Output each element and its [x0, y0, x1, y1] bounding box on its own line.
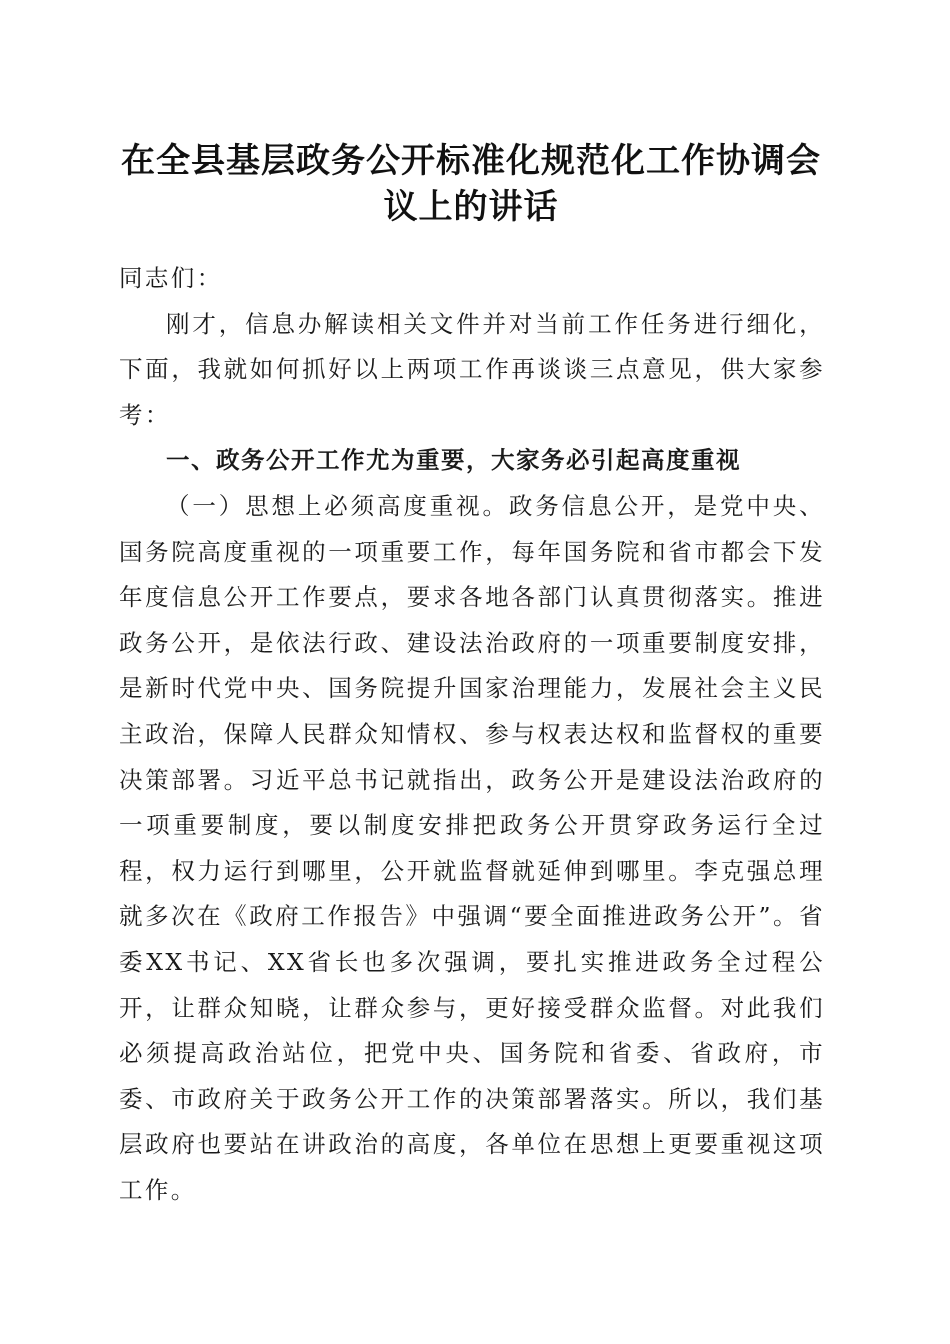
document-title: 在全县基层政务公开标准化规范化工作协调会议上的讲话 [121, 141, 821, 227]
document-body [119, 256, 825, 1213]
section-heading: 一、政务公开工作尤为重要，大家务必引起高度重视 [166, 446, 741, 475]
salutation: 同志们： [119, 264, 223, 292]
body-paragraph: （一）思想上必须高度重视。政务信息公开，是党中央、国务院高度重视的一项重要工作，每年国务院和省市都会下发年度信息公开工作要点，要求各地各部门认真贯彻落实。推进政务公开，是依法行政、建设法治政府的一项重要制度安排，是新时代党中央、国务院提升国家治理能力，发展社会主义民主政治，保障人民群众知情权、参与权表达权和监督权的重要决策部署。习近平总书记就指出，政务公开是建设法治政府的一项重要制度，要以制度安排把政务公开贯穿政务运行全过程，权力运行到哪里，公开就监督就延伸到哪里。李克强总理就多次在《政府工作报告》中强调“要全面推进政务公开”。省委XX书记、XX省长也多次强调，要扎实推进政务全过程公开，让群众知晓，让群众参与，更好接受群众监督。对此我们必须提高政治站位，把党中央、国务院和省委、省政府，市委、市政府关于政务公开工作的决策部署落实。所以，我们基层政府也要站在讲政治的高度，各单位在思想上更要重视这项工作。 [119, 491, 825, 1204]
intro-paragraph: 刚才，信息办解读相关文件并对当前工作任务进行细化，下面，我就如何抓好以上两项工作再谈谈三点意见，供大家参考： [119, 309, 825, 429]
